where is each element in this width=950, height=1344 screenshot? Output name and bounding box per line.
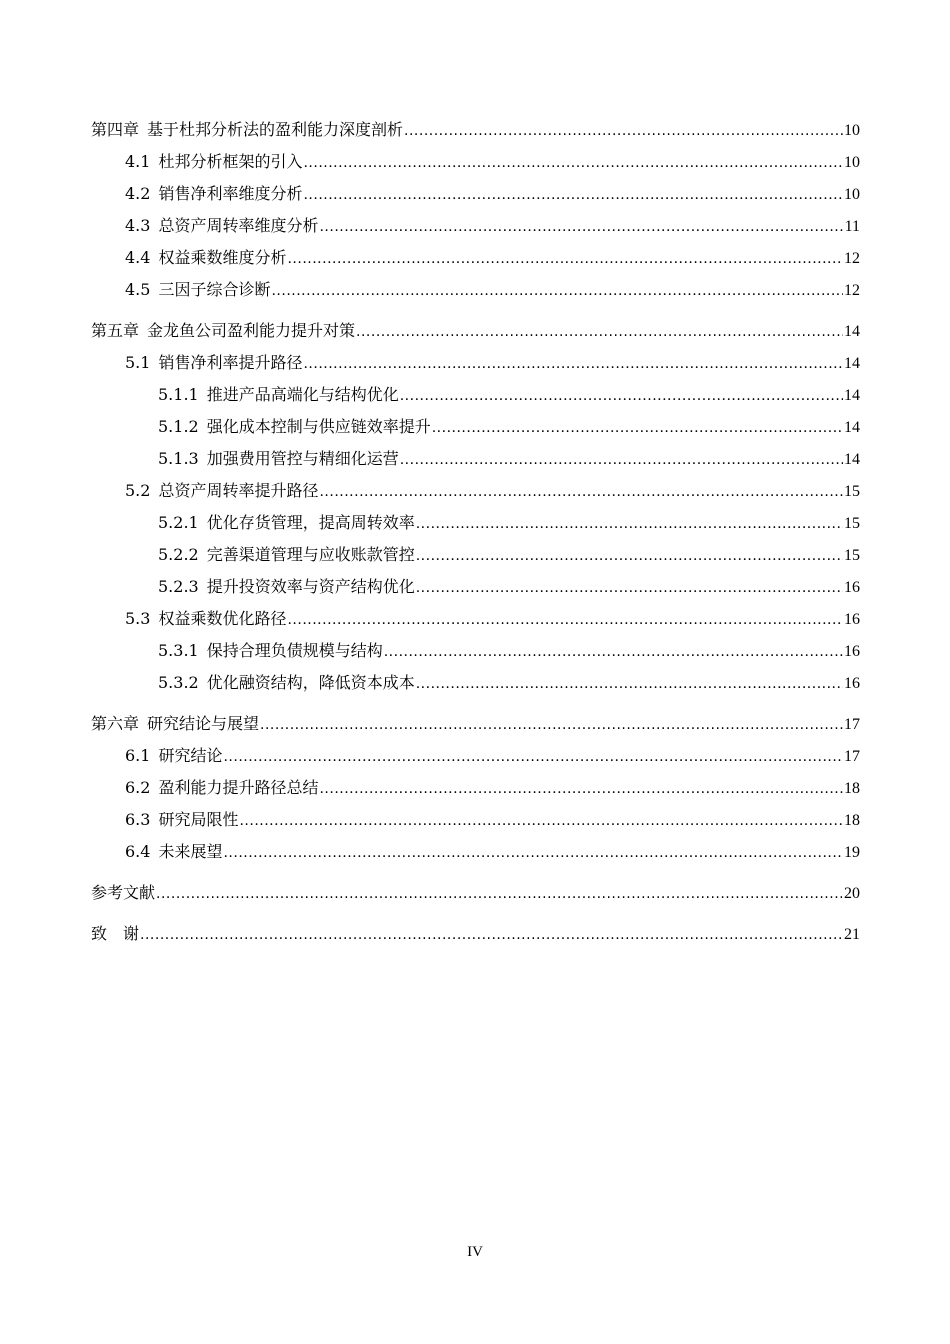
toc-entry-page: 14 (844, 355, 860, 372)
toc-entry-title: 三因子综合诊断 (158, 280, 271, 299)
toc-entry-page: 15 (844, 483, 860, 500)
toc-entry[interactable] (91, 667, 860, 699)
toc-leader-dots (287, 604, 843, 636)
toc-entry-page: 14 (844, 451, 860, 468)
toc-entry[interactable] (91, 146, 860, 178)
toc-entry-page: 14 (844, 419, 860, 436)
toc-entry-page: 14 (844, 387, 860, 404)
toc-entry-number: 6.1 (125, 746, 151, 765)
toc-leader-dots (223, 741, 843, 773)
toc-entry-page: 10 (844, 154, 860, 171)
toc-leader-dots (303, 147, 843, 179)
toc-entry[interactable] (91, 114, 860, 146)
toc-entry-page: 18 (844, 812, 860, 829)
toc-entry-page: 16 (844, 611, 860, 628)
toc-entry-page: 11 (844, 218, 860, 235)
toc-entry-title: 致 谢 (91, 924, 140, 943)
toc-entry[interactable] (91, 740, 860, 772)
toc-entry-title: 研究结论 (158, 746, 223, 765)
toc-leader-dots (319, 211, 843, 243)
toc-entry-page: 18 (844, 780, 860, 797)
toc-leader-dots (140, 919, 843, 951)
toc-leader-dots (432, 412, 843, 444)
toc-entry-page: 20 (844, 885, 860, 902)
toc-entry-title: 提升投资效率与资产结构优化 (206, 577, 415, 596)
toc-entry[interactable] (91, 603, 860, 635)
toc-entry-number: 4.1 (125, 152, 151, 171)
toc-entry[interactable] (91, 918, 860, 950)
toc-entry[interactable] (91, 274, 860, 306)
toc-leader-dots (271, 275, 843, 307)
toc-entry[interactable] (91, 507, 860, 539)
toc-entry-page: 10 (844, 186, 860, 203)
toc-entry-page: 17 (844, 716, 860, 733)
toc-leader-dots (356, 316, 843, 348)
toc-entry[interactable] (91, 443, 860, 475)
toc-entry-page: 16 (844, 675, 860, 692)
toc-leader-dots (319, 476, 843, 508)
toc-entry-number: 第四章 (91, 120, 140, 139)
toc-entry-title: 强化成本控制与供应链效率提升 (206, 417, 431, 436)
toc-entry-title: 完善渠道管理与应收账款管控 (206, 545, 415, 564)
toc-entry-page: 12 (844, 250, 860, 267)
toc-entry-number: 5.1.1 (158, 385, 199, 404)
toc-entry-title: 金龙鱼公司盈利能力提升对策 (147, 321, 356, 340)
toc-entry-number: 5.2.2 (158, 545, 199, 564)
toc-entry-number: 4.4 (125, 248, 151, 267)
toc-leader-dots (260, 709, 843, 741)
toc-entry-number: 第六章 (91, 714, 140, 733)
toc-entry-page: 15 (844, 515, 860, 532)
toc-entry-page: 12 (844, 282, 860, 299)
toc-leader-dots (156, 878, 843, 910)
toc-entry-number: 6.3 (125, 810, 151, 829)
toc-entry-page: 15 (844, 547, 860, 564)
toc-entry-number: 5.1.2 (158, 417, 199, 436)
toc-entry-title: 优化融资结构，降低资本成本 (206, 673, 415, 692)
toc-entry[interactable] (91, 836, 860, 868)
toc-leader-dots (287, 243, 843, 275)
toc-leader-dots (384, 636, 843, 668)
toc-entry[interactable] (91, 242, 860, 274)
toc-entry-title: 权益乘数维度分析 (158, 248, 287, 267)
toc-entry-page: 19 (844, 844, 860, 861)
toc-entry-title: 基于杜邦分析法的盈利能力深度剖析 (147, 120, 404, 139)
toc-entry-number: 4.2 (125, 184, 151, 203)
toc-entry-number: 5.2.3 (158, 577, 199, 596)
toc-entry[interactable] (91, 210, 860, 242)
toc-entry-title: 研究局限性 (158, 810, 239, 829)
toc-entry-title: 权益乘数优化路径 (158, 609, 287, 628)
toc-entry[interactable] (91, 411, 860, 443)
page-number-footer: IV (467, 1244, 483, 1260)
toc-entry-title: 盈利能力提升路径总结 (158, 778, 319, 797)
toc-entry-number: 5.3.2 (158, 673, 199, 692)
toc-entry-number: 5.2.1 (158, 513, 199, 532)
toc-entry-title: 总资产周转率维度分析 (158, 216, 319, 235)
toc-entry[interactable] (91, 379, 860, 411)
toc-entry[interactable] (91, 772, 860, 804)
toc-leader-dots (319, 773, 843, 805)
toc-entry-page: 14 (844, 323, 860, 340)
toc-entry[interactable] (91, 347, 860, 379)
toc-leader-dots (416, 508, 843, 540)
toc-leader-dots (404, 115, 843, 147)
toc-entry[interactable] (91, 178, 860, 210)
table-of-contents (91, 114, 860, 950)
toc-entry-number: 4.5 (125, 280, 151, 299)
toc-entry-title: 销售净利率维度分析 (158, 184, 303, 203)
toc-entry-page: 10 (844, 122, 860, 139)
toc-entry-number: 6.4 (125, 842, 151, 861)
toc-entry-title: 保持合理负债规模与结构 (206, 641, 383, 660)
toc-entry-page: 16 (844, 643, 860, 660)
toc-entry[interactable] (91, 877, 860, 909)
toc-leader-dots (223, 837, 843, 869)
toc-entry-number: 第五章 (91, 321, 140, 340)
toc-leader-dots (400, 380, 843, 412)
toc-entry[interactable] (91, 539, 860, 571)
toc-entry[interactable] (91, 804, 860, 836)
toc-entry-title: 杜邦分析框架的引入 (158, 152, 303, 171)
toc-leader-dots (416, 540, 843, 572)
toc-entry[interactable] (91, 315, 860, 347)
toc-leader-dots (416, 572, 843, 604)
toc-entry-number: 5.3.1 (158, 641, 199, 660)
toc-entry-title: 推进产品高端化与结构优化 (206, 385, 399, 404)
toc-leader-dots (239, 805, 843, 837)
toc-entry[interactable] (91, 635, 860, 667)
toc-entry-number: 5.1.3 (158, 449, 199, 468)
toc-entry-page: 17 (844, 748, 860, 765)
toc-entry-page: 16 (844, 579, 860, 596)
toc-entry[interactable] (91, 571, 860, 603)
toc-entry-title: 参考文献 (91, 883, 156, 902)
toc-entry-title: 总资产周转率提升路径 (158, 481, 319, 500)
toc-entry-title: 研究结论与展望 (147, 714, 260, 733)
toc-entry[interactable] (91, 475, 860, 507)
toc-entry-number: 5.2 (125, 481, 151, 500)
toc-leader-dots (303, 179, 843, 211)
toc-entry-number: 6.2 (125, 778, 151, 797)
toc-entry-number: 5.3 (125, 609, 151, 628)
toc-entry-page: 21 (844, 926, 860, 943)
toc-leader-dots (303, 348, 843, 380)
toc-entry-title: 未来展望 (158, 842, 223, 861)
toc-entry[interactable] (91, 708, 860, 740)
toc-entry-title: 加强费用管控与精细化运营 (206, 449, 399, 468)
toc-entry-title: 销售净利率提升路径 (158, 353, 303, 372)
toc-leader-dots (416, 668, 843, 700)
toc-entry-number: 4.3 (125, 216, 151, 235)
toc-entry-title: 优化存货管理，提高周转效率 (206, 513, 415, 532)
toc-entry-number: 5.1 (125, 353, 151, 372)
toc-leader-dots (400, 444, 843, 476)
